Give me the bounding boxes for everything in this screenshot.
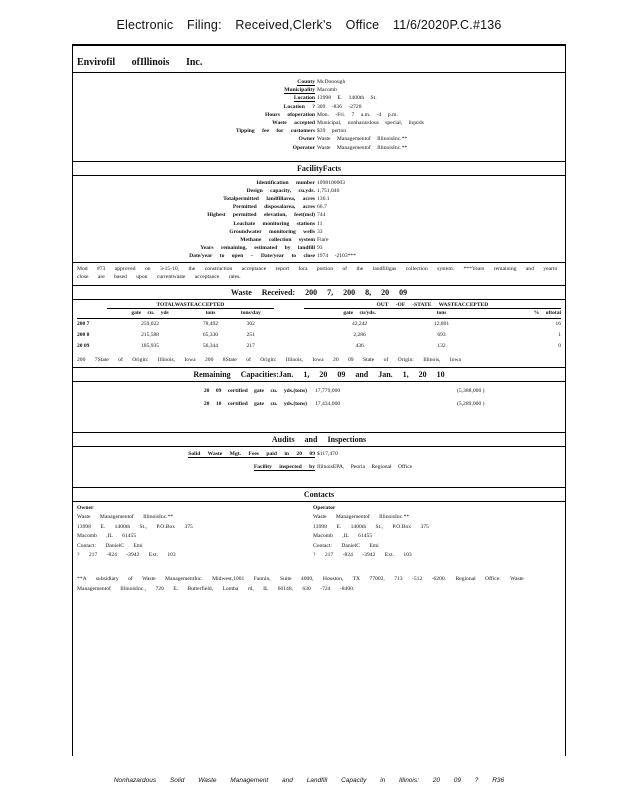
operator-line: Macomb ,IL 61455 [313, 533, 373, 540]
audit-row [73, 464, 565, 477]
fact-row [73, 245, 565, 253]
fact-value: 1098100003 [317, 179, 345, 186]
facility-facts-block [73, 176, 565, 262]
fact-value: 136.1 [317, 196, 330, 203]
info-key: Owner [298, 136, 315, 143]
fact-row [73, 253, 565, 261]
info-key: Hours ofoperation [265, 111, 315, 118]
fact-value: 1974 -2103*** [317, 253, 357, 260]
fact-value: 93 [317, 245, 323, 252]
info-row [73, 79, 565, 87]
col-gate-yds: gate cu. yds [107, 308, 193, 318]
capacity-tons: (5,289,000 ) [457, 400, 485, 407]
capacity-row [73, 401, 565, 414]
section-heading-contacts: Contacts [73, 487, 565, 502]
owner-line: 13998 E. 1400th St., P.O.Box 375 [77, 523, 193, 530]
col-tons: tons [193, 308, 228, 318]
section-heading-waste-received: Waste Received: 200 7, 200 8, 20 09 [73, 285, 565, 300]
audit-key: Facility inspected by [253, 463, 315, 470]
facility-facts-note: Mod #73 approved on 3-15-10, the construction acceptance report fora portion of the landfillgas collection system. ***Years remaining and yearto close are based upon currentwaste acceptance rates. [73, 262, 565, 283]
audit-value: $117,470 [317, 450, 338, 457]
table-row [77, 341, 561, 352]
contacts-block [73, 502, 565, 568]
info-key: Operator [292, 144, 315, 151]
waste-table [77, 302, 561, 352]
out-of-state-header: OUT -OF -STATE WASTEACCEPTED [304, 302, 561, 309]
cell-pct: 1 [558, 332, 561, 339]
fact-value: 33 [317, 228, 323, 235]
fact-row [73, 204, 565, 212]
col-pct-total: % oftotal [468, 308, 561, 318]
info-row [73, 120, 565, 128]
cell-oos-gate: 2,286 [353, 332, 366, 339]
fact-row [73, 188, 565, 196]
capacity-value: 17,434,000 [315, 400, 341, 407]
fact-key: Methane collection system [240, 237, 315, 243]
owner-contact [77, 504, 307, 561]
title-row [73, 46, 565, 73]
owner-label: Owner [77, 504, 94, 511]
page-footer: Nonhazardous Solid Waste Management and Landfill Capacity in Illinois: 20 09 ? R36 [113, 777, 505, 784]
filing-header: Electronic Filing: Received,Clerk's Office 11/6/2020P.C.#136 [116, 18, 502, 32]
fact-value: Flare [317, 237, 329, 243]
col-oos-gate: gate cu/yds. [304, 308, 416, 318]
col-tons-day: tons/day [228, 308, 274, 318]
fact-value: 66.7 [317, 204, 327, 211]
fact-key: Design capacity, cu.yds. [246, 187, 315, 194]
cell-oos-gate: 42,242 [352, 321, 368, 328]
table-row [77, 330, 561, 341]
fact-key: Totalpermitted landfillarea, acres [223, 196, 315, 203]
fact-key: Identification number [256, 179, 315, 186]
fact-key: Highest permitted elevation, feet(msl) [207, 212, 315, 219]
cell-gate: 259,022 [141, 321, 159, 328]
operator-line: Waste Managementof IllinoisInc.** [313, 514, 410, 521]
cell-tons: 56,344 [202, 343, 219, 350]
section-heading-remaining-capacity: Remaining Capacities:Jan. 1, 20 09 and Jan. 1, 20 10 [73, 367, 565, 382]
subsidiary-note: **A subsidiary of Waste ManagementInc. Midwest,1001 Fannin, Suite 4000, Houston, TX 77002, 713 -512 -6200. Regional Office: Waste Managementof IllinoisInc., 720 E. Butterfield, Lomba rd, IL 60148, 630 -724 -8400. [77, 575, 524, 592]
owner-phone: ? 217 -824 -3942 Ext. 103 [77, 552, 176, 559]
info-key: County [297, 79, 315, 85]
waste-table-block [73, 300, 565, 356]
info-value: Waste Managementof IllinoisInc.** [317, 144, 408, 151]
cell-pct: 0 [558, 343, 561, 350]
info-value: 13998 E. 1400th St. [317, 95, 377, 102]
capacity-row [73, 388, 565, 401]
info-key: Tipping fee for customers [235, 128, 315, 135]
facility-title: Envirofil ofIllinois Inc. [77, 57, 203, 68]
info-row [73, 95, 565, 103]
audit-row [73, 451, 565, 464]
fact-value: 1,751,040 [317, 187, 340, 194]
cell-tpd: 302 [246, 321, 255, 328]
info-key: Location ? [283, 103, 315, 110]
info-row [73, 87, 565, 95]
info-value: Waste Managementof IllinoisInc.** [317, 136, 408, 143]
capacity-block [73, 382, 565, 422]
audit-value: IllinoisEPA, Peoria Regional Office [317, 463, 413, 470]
info-key: Location [293, 95, 315, 102]
cell-tons: 65,330 [202, 332, 219, 339]
info-value: 309 -836 -2728 [317, 103, 362, 110]
info-key: Municipality [284, 87, 315, 94]
capacity-key: 20 09 certified gate cu. yds.(tons) [203, 387, 307, 394]
fact-key: Leachate monitoring stations [233, 220, 315, 227]
fact-key: Years remaining, estimated by landfill [200, 245, 315, 252]
info-row [73, 104, 565, 112]
cell-tons: 78,492 [202, 321, 219, 328]
cell-tpd: 217 [246, 343, 255, 350]
section-heading-facility-facts: FacilityFacts [73, 161, 565, 176]
capacity-value: 17,779,000 [315, 387, 341, 394]
fact-key: Date/year to open – Date/year to close [189, 253, 315, 260]
fact-row [73, 180, 565, 188]
fact-row [73, 212, 565, 220]
audits-block [73, 447, 565, 477]
cell-gate: 185,935 [141, 343, 159, 350]
cell-pct: 16 [555, 321, 561, 328]
row-year: 20 09 [77, 343, 90, 350]
fact-key: Permitted disposalarea, acres [232, 204, 315, 211]
capacity-key: 20 10 certified gate cu. yds.(tons) [203, 400, 307, 407]
owner-line: Waste Managementof IllinoisInc.** [77, 514, 174, 521]
operator-contact [313, 504, 543, 561]
cell-tpd: 251 [246, 332, 255, 339]
info-value: McDonough [317, 79, 346, 85]
operator-line: Contact: DanielC Emi [313, 542, 379, 549]
row-year: 200 8 [77, 332, 90, 339]
facility-document [72, 44, 566, 756]
owner-line: Macomb ,IL 61455 [77, 533, 137, 540]
fact-row [73, 221, 565, 229]
operator-line: 13998 E. 1400th St., P.O.Box 375 [313, 523, 429, 530]
cell-oos-tons: 132 [437, 343, 446, 350]
info-value: $39 perton [317, 128, 347, 135]
fact-key: Groundwater monitoring wells [229, 228, 315, 235]
operator-label: Operator [313, 504, 336, 511]
state-of-origin-note: 200 7State of Origin: Illinois, Iowa 200 8State of Origin: Illinois, Iowa 20 09 State of Origin: Illinois, Iowa [77, 356, 462, 363]
cell-gate: 215,588 [141, 332, 159, 339]
info-row [73, 112, 565, 120]
capacity-tons: (5,388,000 ) [457, 387, 485, 394]
operator-phone: ? 217 -824 -3942 Ext. 103 [313, 552, 412, 559]
audit-key: Solid Waste Mgt. Fees paid in 20 09 [188, 450, 315, 457]
info-row [73, 145, 565, 153]
total-waste-header: TOTALWASTEACCEPTED [107, 302, 274, 309]
info-block [73, 73, 565, 153]
table-row [77, 318, 561, 330]
info-row [73, 136, 565, 144]
col-oos-tons: tons [416, 308, 468, 318]
info-value: Macomb [317, 87, 337, 94]
fact-row [73, 229, 565, 237]
fact-value: 744 [317, 212, 326, 219]
fact-row [73, 196, 565, 204]
row-year: 200 7 [77, 321, 90, 328]
section-heading-audits: Audits and Inspections [73, 432, 565, 447]
cell-oos-tons: 12,801 [433, 321, 450, 328]
info-key: Waste accepted [272, 119, 315, 126]
cell-oos-tons: 693 [437, 332, 446, 339]
info-value: Municipal, nonhazardous special, liquids [317, 119, 424, 126]
info-value: Mon. -Fri. 7 a.m. -4 p.m. [317, 111, 398, 118]
fact-value: 11 [317, 220, 323, 227]
owner-line: Contact: DanielC Emi [77, 542, 143, 549]
cell-oos-gate: 436 [355, 343, 364, 350]
fact-row [73, 237, 565, 245]
